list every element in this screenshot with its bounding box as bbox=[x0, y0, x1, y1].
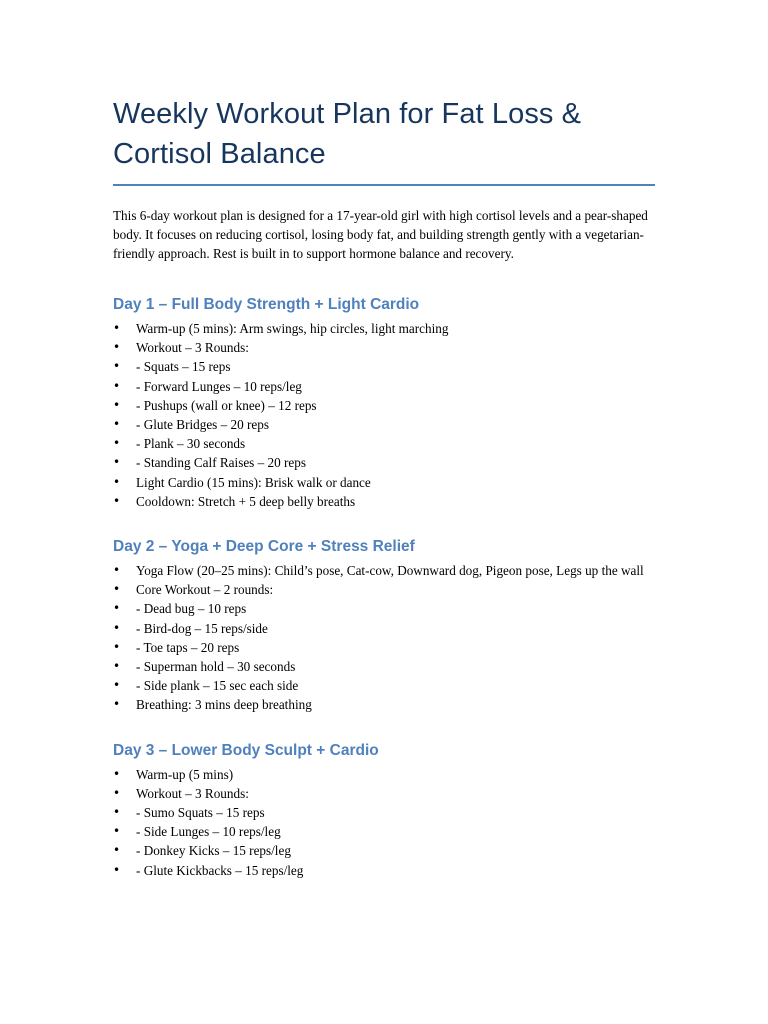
workout-section-day-1 bbox=[113, 295, 655, 511]
bullet-icon: • bbox=[113, 474, 121, 489]
bullet-icon: • bbox=[113, 862, 121, 877]
list-item bbox=[113, 765, 655, 784]
bullet-icon: • bbox=[113, 805, 121, 820]
list-item-text: Light Cardio (15 mins): Brisk walk or dance bbox=[136, 474, 371, 490]
list-item bbox=[113, 415, 655, 434]
list-item-text: Workout – 3 Rounds: bbox=[136, 340, 249, 356]
bullet-icon: • bbox=[113, 563, 121, 578]
list-item bbox=[113, 822, 655, 841]
bullet-icon: • bbox=[113, 678, 121, 693]
list-item bbox=[113, 676, 655, 695]
bullet-icon: • bbox=[113, 766, 121, 781]
bullet-icon: • bbox=[113, 601, 121, 616]
title-divider bbox=[113, 184, 655, 186]
list-item bbox=[113, 784, 655, 803]
list-item-text: Core Workout – 2 rounds: bbox=[136, 582, 274, 598]
bullet-icon: • bbox=[113, 824, 121, 839]
bullet-icon: • bbox=[113, 455, 121, 470]
list-item-text: - Dead bug – 10 reps bbox=[136, 601, 247, 617]
list-item-text: - Donkey Kicks – 15 reps/leg bbox=[136, 843, 291, 859]
list-item-text: Warm-up (5 mins): Arm swings, hip circles, light marching bbox=[136, 321, 449, 336]
bullet-icon: • bbox=[113, 659, 121, 674]
section-heading: Day 2 – Yoga + Deep Core + Stress Relief bbox=[113, 538, 415, 556]
list-item-text: - Glute Bridges – 20 reps bbox=[136, 417, 269, 433]
list-item-text: Warm-up (5 mins) bbox=[136, 766, 234, 782]
bullet-icon: • bbox=[113, 582, 121, 597]
list-item bbox=[113, 377, 655, 396]
list-item-text: - Standing Calf Raises – 20 reps bbox=[136, 455, 306, 471]
list-item bbox=[113, 396, 655, 415]
bullet-icon: • bbox=[113, 697, 121, 712]
section-heading: Day 1 – Full Body Strength + Light Cardio bbox=[113, 296, 420, 313]
list-item-text: Breathing: 3 mins deep breathing bbox=[136, 697, 312, 713]
list-item-text: - Sumo Squats – 15 reps bbox=[136, 805, 265, 821]
list-item-text: Workout – 3 Rounds: bbox=[136, 785, 249, 801]
intro-paragraph: This 6-day workout plan is designed for a 17-year-old girl with high cortisol levels and a pear-shaped body. It focuses on reducing cortisol, losing body fat, and building strength gently with a vegetarian-friendly approach. Rest is built in to support hormone balance and recovery. bbox=[113, 208, 648, 261]
list-item bbox=[113, 492, 655, 511]
list-item-text: Cooldown: Stretch + 5 deep belly breaths bbox=[136, 493, 356, 509]
list-item bbox=[113, 338, 655, 357]
bullet-icon: • bbox=[113, 785, 121, 800]
list-item-text: - Squats – 15 reps bbox=[136, 359, 231, 375]
list-item-text: - Forward Lunges – 10 reps/leg bbox=[136, 378, 302, 394]
bullet-icon: • bbox=[113, 436, 121, 451]
list-item bbox=[113, 638, 655, 657]
list-item bbox=[113, 619, 655, 638]
bullet-icon: • bbox=[113, 639, 121, 654]
list-item bbox=[113, 803, 655, 822]
bullet-icon: • bbox=[113, 493, 121, 508]
list-item bbox=[113, 561, 655, 580]
list-item bbox=[113, 580, 655, 599]
workout-section-day-3 bbox=[113, 741, 655, 880]
list-item-text: - Pushups (wall or knee) – 12 reps bbox=[136, 397, 317, 413]
bullet-icon: • bbox=[113, 321, 121, 335]
bullet-list bbox=[113, 561, 655, 715]
list-item-text: - Bird-dog – 15 reps/side bbox=[136, 620, 268, 636]
list-item bbox=[113, 841, 655, 860]
bullet-icon: • bbox=[113, 340, 121, 355]
list-item bbox=[113, 599, 655, 618]
list-item bbox=[113, 319, 655, 338]
list-item-text: - Side Lunges – 10 reps/leg bbox=[136, 824, 281, 840]
bullet-icon: • bbox=[113, 843, 121, 858]
bullet-list bbox=[113, 765, 655, 880]
workout-section-day-2 bbox=[113, 537, 655, 715]
list-item-text: - Plank – 30 seconds bbox=[136, 436, 246, 452]
list-item bbox=[113, 657, 655, 676]
list-item-text: - Glute Kickbacks – 15 reps/leg bbox=[136, 862, 304, 878]
document-page bbox=[113, 94, 655, 906]
bullet-icon: • bbox=[113, 359, 121, 374]
list-item-text: - Superman hold – 30 seconds bbox=[136, 659, 296, 675]
document-title: Weekly Workout Plan for Fat Loss & Cortisol Balance bbox=[113, 98, 582, 170]
bullet-icon: • bbox=[113, 417, 121, 432]
list-item bbox=[113, 473, 655, 492]
list-item bbox=[113, 861, 655, 880]
bullet-list bbox=[113, 319, 655, 511]
bullet-icon: • bbox=[113, 397, 121, 412]
list-item bbox=[113, 695, 655, 714]
list-item bbox=[113, 357, 655, 376]
bullet-icon: • bbox=[113, 378, 121, 393]
list-item-text: - Side plank – 15 sec each side bbox=[136, 678, 299, 694]
section-heading: Day 3 – Lower Body Sculpt + Cardio bbox=[113, 741, 379, 759]
list-item bbox=[113, 434, 655, 453]
bullet-icon: • bbox=[113, 620, 121, 635]
list-item-text: - Toe taps – 20 reps bbox=[136, 639, 240, 655]
sections-container bbox=[113, 295, 655, 880]
list-item bbox=[113, 453, 655, 472]
list-item-text: Yoga Flow (20–25 mins): Child’s pose, Cat-cow, Downward dog, Pigeon pose, Legs up the wall bbox=[136, 563, 644, 579]
